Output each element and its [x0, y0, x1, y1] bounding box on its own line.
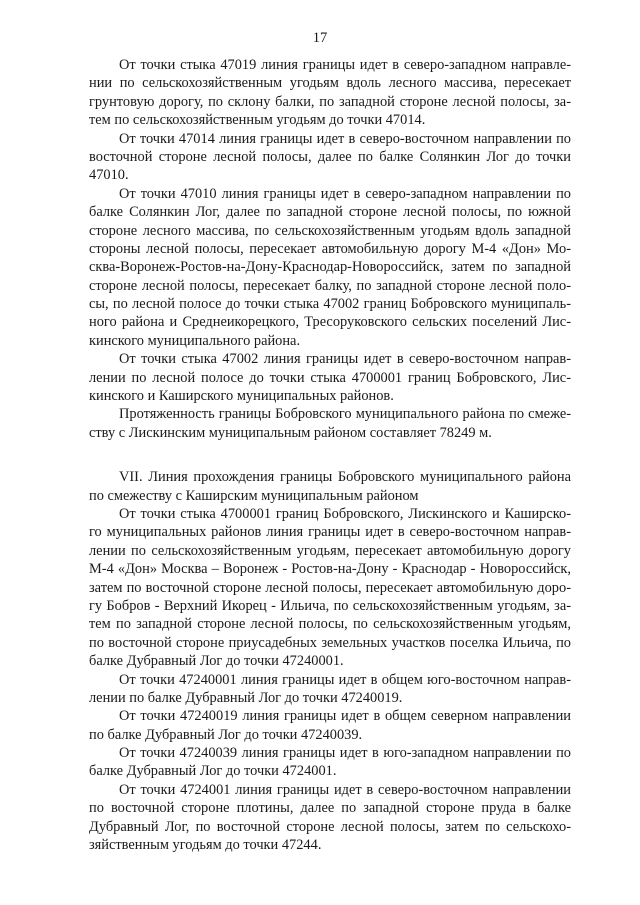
text-line: тем по сельскохозяйственным угодьям до точки 47014. — [89, 112, 426, 129]
text-line: лении по сельскохозяйственным угодьям, пересекает автомобильную дорогу — [89, 542, 571, 559]
text-line: кинского и Каширского муниципальных районов. — [89, 388, 394, 405]
section-gap — [89, 442, 571, 468]
paragraph — [89, 405, 571, 442]
text-line: От точки 47240019 линия границы идет в общем северном направлении — [119, 708, 571, 725]
text-line: восточной стороне лесной полосы, далее по балке Солянкин Лог до точки — [89, 148, 571, 165]
text-line: ству с Лискинским муниципальным районом составляет 78249 м. — [89, 424, 492, 441]
paragraph — [89, 56, 571, 130]
text-line: 47010. — [89, 167, 129, 184]
paragraph — [89, 781, 571, 855]
paragraph — [89, 350, 571, 405]
text-line: тем по западной стороне лесной полосы, по сельскохозяйственным угодьям, — [89, 616, 571, 633]
text-line: стороны лесной полосы, пересекает автомобильную дорогу М-4 «Дон» Мо- — [89, 240, 571, 257]
text-line: От точки стыка 47019 линия границы идет в северо-западном направле- — [119, 57, 571, 73]
text-line: по смежеству с Каширским муниципальным районом — [89, 487, 419, 504]
paragraph — [89, 671, 571, 708]
text-line: затем по восточной стороне лесной полосы, пересекает автомобильную доро- — [89, 579, 571, 596]
paragraph — [89, 130, 571, 185]
text-line: ного района и Среднеикорецкого, Тресоруковского сельских поселений Лис- — [89, 314, 571, 331]
text-line: стороне лесной полосы, пересекает балку, по западной стороне лесной поло- — [89, 277, 571, 294]
text-line: грунтовую дорогу, по склону балки, по западной стороне лесной полосы, за- — [89, 93, 571, 110]
text-line: го муниципальных районов линия границы идет в северо-восточном направ- — [89, 524, 571, 541]
text-line: От точки 47240001 линия границы идет в общем юго-восточном направ- — [119, 671, 571, 688]
paragraph — [89, 744, 571, 781]
page-number: 17 — [312, 30, 328, 46]
text-line: От точки 4724001 линия границы идет в северо-восточном направлении — [119, 781, 571, 798]
text-line: VII. Линия прохождения границы Бобровского муниципального района — [119, 469, 571, 486]
text-line: кинского муниципального района. — [89, 332, 301, 349]
text-line: гу Бобров - Верхний Икорец - Ильича, по сельскохозяйственным угодьям, за- — [89, 597, 571, 614]
text-line: сква-Воронеж-Ростов-на-Дону-Краснодар-Новороссийск, затем по западной — [89, 259, 571, 276]
text-line: Протяженность границы Бобровского муниципального района по смеже- — [119, 406, 571, 423]
text-line: От точки стыка 4700001 границ Бобровского, Лискинского и Каширско- — [119, 505, 571, 522]
text-line: М-4 «Дон» Москва – Воронеж - Ростов-на-Дону - Краснодар - Новороссийск, — [89, 561, 571, 578]
paragraph — [89, 505, 571, 671]
text-line: лении по лесной полосе до точки стыка 4700001 границ Бобровского, Лис- — [89, 369, 571, 386]
text-line: по балке Дубравный Лог до точки 47240039. — [89, 726, 363, 743]
text-line: балке Солянкин Лог, далее по западной стороне лесной полосы, по южной — [89, 204, 571, 221]
text-line: балке Дубравный Лог до точки 47240001. — [89, 653, 344, 670]
text-line: От точки стыка 47002 линия границы идет в северо-восточном направ- — [119, 351, 571, 368]
text-line: нии по сельскохозяйственным угодьям вдоль лесного массива, пересекает — [89, 75, 571, 92]
paragraph — [89, 707, 571, 744]
section-heading — [89, 468, 571, 505]
text-line: Дубравный Лог, по восточной стороне лесной полосы, затем по сельскохо- — [89, 818, 571, 835]
text-line: От точки 47010 линия границы идет в северо-западном направлении по — [119, 185, 571, 202]
paragraph — [89, 185, 571, 351]
text-line: балке Дубравный Лог до точки 4724001. — [89, 763, 337, 780]
text-line: От точки 47240039 линия границы идет в юго-западном направлении по — [119, 745, 571, 762]
text-line: сы, по лесной полосе до точки стыка 47002 границ Бобровского муниципаль- — [89, 296, 571, 313]
text-line: по восточной стороне плотины, далее по западной стороне пруда в балке — [89, 800, 571, 817]
text-line: От точки 47014 линия границы идет в северо-восточном направлении по — [119, 130, 571, 147]
document-body — [89, 56, 571, 854]
text-line: по восточной стороне приусадебных земельных участков поселка Ильича, по — [89, 634, 571, 651]
text-line: лении по балке Дубравный Лог до точки 47240019. — [89, 689, 403, 706]
text-line: зяйственным угодьям до точки 47244. — [89, 837, 322, 854]
text-line: стороне лесного массива, по сельскохозяйственным угодьям вдоль западной — [89, 222, 571, 239]
